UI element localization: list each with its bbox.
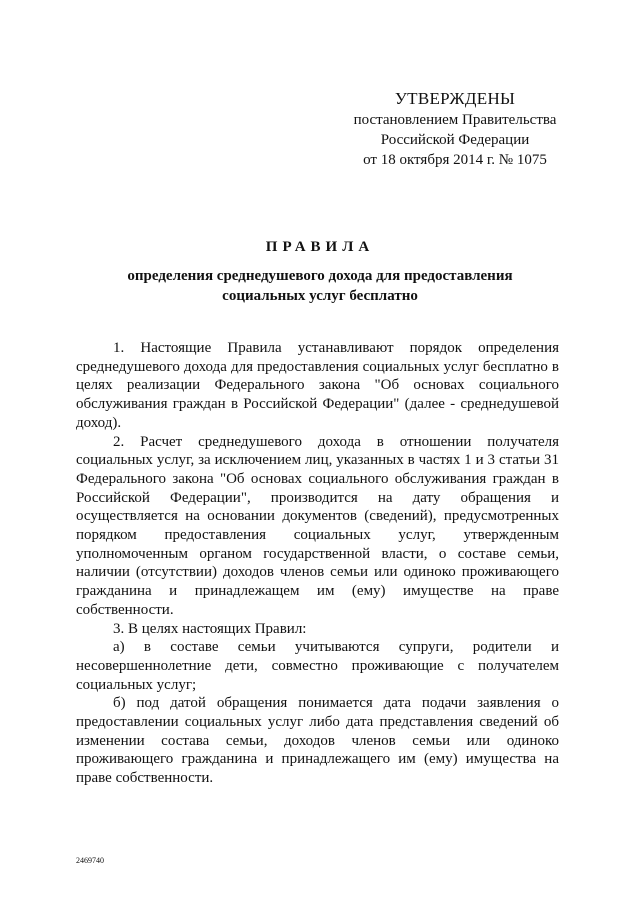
paragraph-3a: а) в составе семьи учитываются супруги, родители и несовершеннолетние дети, совместно проживающие с получателем социальных услуг; [76,639,559,693]
rules-subtitle [80,266,560,306]
rules-subtitle-line-2: социальных услуг бесплатно [222,288,418,304]
approval-line-1: постановлением Правительства [353,112,557,128]
approved-title: УТВЕРЖДЕНЫ [394,89,516,108]
approval-line-2: Российской Федерации [380,132,530,148]
rules-title: ПРАВИЛА [265,239,375,255]
rules-subtitle-line-1: определения среднедушевого дохода для предоставления [127,268,513,284]
approval-line-3: от 18 октября 2014 г. № 1075 [363,152,547,168]
paragraph-2: 2. Расчет среднедушевого дохода в отношении получателя социальных услуг, за исключением лиц, указанных в частях 1 и 3 статьи 31 Федерального закона "Об основах социального обслуживания граждан в Российской Федерации", производится на дату обращения и осуществляется на основании документов (сведений), предусмотренных порядком предоставления социальных услуг, утвержденным уполномоченным органом государственной власти, о составе семьи, наличии (отсутствии) доходов членов семьи или одиноко проживающего гражданина и принадлежащем им (ему) имуществе на праве собственности. [76,433,559,618]
paragraph-3: 3. В целях настоящих Правил: [113,620,307,637]
paragraph-3b: б) под датой обращения понимается дата подачи заявления о предоставлении социальных услуг либо дата представления сведений об изменении состава семьи, доходов членов семьи или одиноко проживающего гражданина и принадлежащего им (ему) имущества на праве собственности. [76,695,559,787]
document-heading [80,236,560,306]
approval-stamp [330,88,580,170]
footer-code: 2469740 [76,856,104,865]
paragraph-1: 1. Настоящие Правила устанавливают порядок определения среднедушевого дохода для предоставления социальных услуг бесплатно в целях реализации Федерального закона "Об основах социального обслуживания граждан в Российской Федерации" (далее - среднедушевой доход). [76,340,559,431]
document-body [76,339,559,788]
